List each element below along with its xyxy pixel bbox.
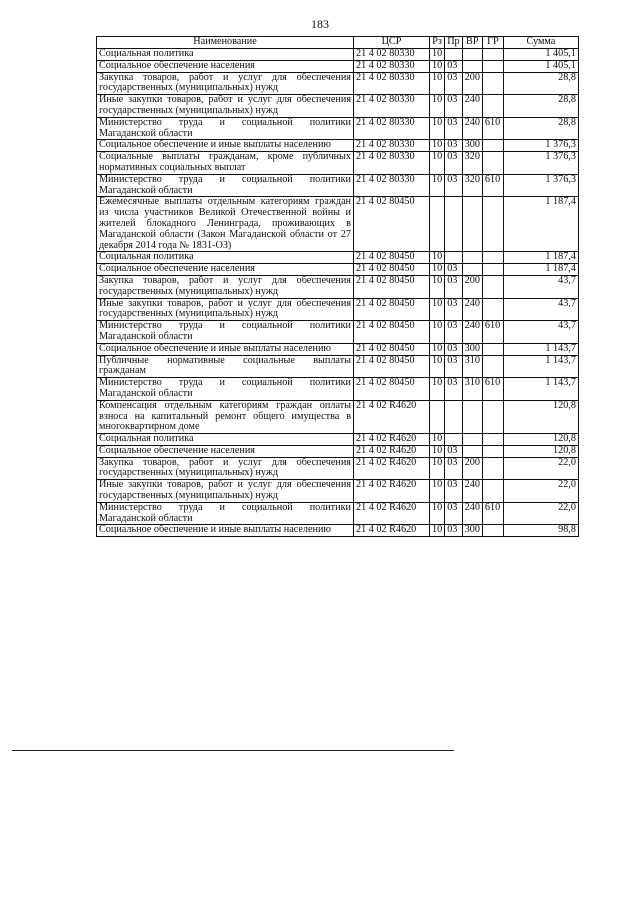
row-csr: 21 4 02 80450 [354, 355, 430, 378]
table-row [97, 60, 579, 72]
row-sum: 1 405,1 [503, 49, 578, 61]
row-gr [482, 49, 503, 61]
row-rz: 10 [430, 49, 445, 61]
row-pr: 03 [445, 457, 462, 480]
row-pr: 03 [445, 275, 462, 298]
row-vr [462, 264, 482, 276]
table-row [97, 72, 579, 95]
row-sum: 1 143,7 [503, 378, 578, 401]
footer-divider [12, 750, 454, 751]
table-row [97, 434, 579, 446]
table-row [97, 117, 579, 140]
row-csr: 21 4 02 R4620 [354, 480, 430, 503]
table-row [97, 457, 579, 480]
row-gr: 610 [482, 502, 503, 525]
row-vr: 200 [462, 275, 482, 298]
row-rz: 10 [430, 264, 445, 276]
row-rz: 10 [430, 502, 445, 525]
row-pr [445, 434, 462, 446]
row-sum: 1 376,3 [503, 174, 578, 197]
row-vr: 200 [462, 72, 482, 95]
header-vr: ВР [462, 37, 482, 49]
row-pr: 03 [445, 72, 462, 95]
table-row [97, 197, 579, 252]
row-rz: 10 [430, 152, 445, 175]
row-gr [482, 343, 503, 355]
row-rz [430, 400, 445, 433]
row-vr: 240 [462, 502, 482, 525]
row-rz: 10 [430, 252, 445, 264]
row-vr: 240 [462, 321, 482, 344]
table-row [97, 49, 579, 61]
row-name: Социальная политика [97, 252, 354, 264]
row-vr: 320 [462, 152, 482, 175]
row-pr: 03 [445, 60, 462, 72]
row-csr: 21 4 02 R4620 [354, 400, 430, 433]
table-row [97, 152, 579, 175]
row-gr [482, 445, 503, 457]
row-gr [482, 298, 503, 321]
row-sum: 43,7 [503, 275, 578, 298]
table-row [97, 321, 579, 344]
row-vr: 240 [462, 480, 482, 503]
row-sum: 98,8 [503, 525, 578, 537]
row-pr: 03 [445, 445, 462, 457]
row-rz: 10 [430, 321, 445, 344]
row-gr [482, 95, 503, 118]
row-sum: 1 187,4 [503, 197, 578, 252]
row-gr [482, 434, 503, 446]
row-name: Закупка товаров, работ и услуг для обеспечения государственных (муниципальных) нужд [97, 72, 354, 95]
row-pr: 03 [445, 95, 462, 118]
row-csr: 21 4 02 80450 [354, 252, 430, 264]
row-sum: 22,0 [503, 502, 578, 525]
row-pr [445, 400, 462, 433]
row-pr: 03 [445, 378, 462, 401]
row-csr: 21 4 02 80450 [354, 275, 430, 298]
row-rz: 10 [430, 457, 445, 480]
row-sum: 28,8 [503, 117, 578, 140]
row-csr: 21 4 02 80330 [354, 60, 430, 72]
row-rz: 10 [430, 434, 445, 446]
row-name: Публичные нормативные социальные выплаты гражданам [97, 355, 354, 378]
row-sum: 22,0 [503, 480, 578, 503]
row-gr [482, 355, 503, 378]
row-sum: 120,8 [503, 400, 578, 433]
row-pr: 03 [445, 152, 462, 175]
row-csr: 21 4 02 80330 [354, 95, 430, 118]
row-rz: 10 [430, 117, 445, 140]
row-csr: 21 4 02 80450 [354, 321, 430, 344]
table-body [97, 49, 579, 537]
row-sum: 1 143,7 [503, 343, 578, 355]
row-vr: 300 [462, 343, 482, 355]
row-name: Ежемесячные выплаты отдельным категориям граждан из числа участников Великой Отечественной войны и жителей блокадного Ленинграда, проживающих в Магаданской области (Закон Магаданской области от 27 декабря 2014 года № 1831-ОЗ) [97, 197, 354, 252]
row-name: Министерство труда и социальной политики Магаданской области [97, 378, 354, 401]
row-sum: 1 187,4 [503, 264, 578, 276]
table-row [97, 445, 579, 457]
row-pr: 03 [445, 343, 462, 355]
row-name: Социальная политика [97, 49, 354, 61]
table-row [97, 140, 579, 152]
row-vr [462, 252, 482, 264]
row-sum: 43,7 [503, 298, 578, 321]
header-gr: ГР [482, 37, 503, 49]
row-gr [482, 480, 503, 503]
row-name: Социальные выплаты гражданам, кроме публичных нормативных социальных выплат [97, 152, 354, 175]
row-vr: 320 [462, 174, 482, 197]
table-row [97, 298, 579, 321]
row-csr: 21 4 02 80450 [354, 197, 430, 252]
row-vr: 240 [462, 298, 482, 321]
row-vr [462, 400, 482, 433]
row-name: Закупка товаров, работ и услуг для обеспечения государственных (муниципальных) нужд [97, 275, 354, 298]
row-sum: 1 405,1 [503, 60, 578, 72]
row-vr [462, 434, 482, 446]
row-csr: 21 4 02 80330 [354, 72, 430, 95]
row-csr: 21 4 02 R4620 [354, 525, 430, 537]
header-pr: Пр [445, 37, 462, 49]
row-gr [482, 72, 503, 95]
row-name: Министерство труда и социальной политики Магаданской области [97, 117, 354, 140]
table-row [97, 264, 579, 276]
row-name: Социальная политика [97, 434, 354, 446]
row-vr: 310 [462, 378, 482, 401]
table-row [97, 525, 579, 537]
row-sum: 1 376,3 [503, 152, 578, 175]
row-csr: 21 4 02 R4620 [354, 434, 430, 446]
row-csr: 21 4 02 80450 [354, 298, 430, 321]
row-gr [482, 252, 503, 264]
row-name: Социальное обеспечение населения [97, 445, 354, 457]
row-pr: 03 [445, 264, 462, 276]
budget-table [96, 36, 579, 537]
row-csr: 21 4 02 80330 [354, 152, 430, 175]
header-name: Наименование [97, 37, 354, 49]
row-sum: 120,8 [503, 434, 578, 446]
row-name: Иные закупки товаров, работ и услуг для обеспечения государственных (муниципальных) нужд [97, 480, 354, 503]
row-gr [482, 275, 503, 298]
row-csr: 21 4 02 80450 [354, 378, 430, 401]
row-sum: 43,7 [503, 321, 578, 344]
page-number: 183 [311, 17, 329, 31]
row-rz: 10 [430, 343, 445, 355]
row-csr: 21 4 02 80330 [354, 174, 430, 197]
row-gr [482, 525, 503, 537]
table-row [97, 378, 579, 401]
row-sum: 1 143,7 [503, 355, 578, 378]
row-vr: 240 [462, 117, 482, 140]
row-gr [482, 60, 503, 72]
row-csr: 21 4 02 80330 [354, 49, 430, 61]
row-gr: 610 [482, 117, 503, 140]
row-pr: 03 [445, 321, 462, 344]
row-rz: 10 [430, 140, 445, 152]
row-rz: 10 [430, 60, 445, 72]
table-row [97, 174, 579, 197]
row-gr: 610 [482, 378, 503, 401]
table-row [97, 400, 579, 433]
row-vr: 310 [462, 355, 482, 378]
row-rz: 10 [430, 355, 445, 378]
row-rz: 10 [430, 174, 445, 197]
row-sum: 22,0 [503, 457, 578, 480]
row-csr: 21 4 02 80330 [354, 117, 430, 140]
row-rz: 10 [430, 525, 445, 537]
row-pr: 03 [445, 140, 462, 152]
row-sum: 28,8 [503, 72, 578, 95]
row-vr: 300 [462, 140, 482, 152]
row-pr [445, 197, 462, 252]
row-name: Социальное обеспечение населения [97, 264, 354, 276]
row-pr: 03 [445, 298, 462, 321]
header-csr: ЦСР [354, 37, 430, 49]
row-name: Министерство труда и социальной политики Магаданской области [97, 502, 354, 525]
row-pr: 03 [445, 174, 462, 197]
table-row [97, 95, 579, 118]
table-header-row [97, 37, 579, 49]
row-rz: 10 [430, 378, 445, 401]
table-row [97, 343, 579, 355]
table-row [97, 502, 579, 525]
row-name: Иные закупки товаров, работ и услуг для обеспечения государственных (муниципальных) нужд [97, 298, 354, 321]
row-vr: 240 [462, 95, 482, 118]
row-name: Социальное обеспечение и иные выплаты населению [97, 140, 354, 152]
row-name: Министерство труда и социальной политики Магаданской области [97, 174, 354, 197]
row-gr [482, 140, 503, 152]
row-vr: 200 [462, 457, 482, 480]
row-pr: 03 [445, 117, 462, 140]
row-rz: 10 [430, 72, 445, 95]
row-sum: 120,8 [503, 445, 578, 457]
row-name: Министерство труда и социальной политики Магаданской области [97, 321, 354, 344]
row-sum: 1 187,4 [503, 252, 578, 264]
row-gr [482, 457, 503, 480]
row-rz: 10 [430, 275, 445, 298]
row-gr [482, 264, 503, 276]
row-name: Закупка товаров, работ и услуг для обеспечения государственных (муниципальных) нужд [97, 457, 354, 480]
row-gr [482, 152, 503, 175]
row-vr [462, 197, 482, 252]
row-name: Социальное обеспечение и иные выплаты населению [97, 525, 354, 537]
row-vr [462, 60, 482, 72]
row-sum: 28,8 [503, 95, 578, 118]
row-pr: 03 [445, 480, 462, 503]
row-pr: 03 [445, 355, 462, 378]
header-sum: Сумма [503, 37, 578, 49]
header-rz: Рз [430, 37, 445, 49]
row-csr: 21 4 02 R4620 [354, 502, 430, 525]
row-name: Компенсация отдельным категориям граждан оплаты взноса на капитальный ремонт общего имущества в многоквартирном доме [97, 400, 354, 433]
row-vr [462, 49, 482, 61]
row-rz: 10 [430, 95, 445, 118]
row-csr: 21 4 02 80330 [354, 140, 430, 152]
table-row [97, 480, 579, 503]
row-vr [462, 445, 482, 457]
row-pr [445, 49, 462, 61]
table-row [97, 355, 579, 378]
row-gr: 610 [482, 321, 503, 344]
row-rz: 10 [430, 480, 445, 503]
row-pr [445, 252, 462, 264]
row-gr: 610 [482, 174, 503, 197]
row-gr [482, 400, 503, 433]
table-row [97, 252, 579, 264]
row-rz: 10 [430, 298, 445, 321]
table-row [97, 275, 579, 298]
row-sum: 1 376,3 [503, 140, 578, 152]
row-name: Социальное обеспечение населения [97, 60, 354, 72]
row-name: Иные закупки товаров, работ и услуг для обеспечения государственных (муниципальных) нужд [97, 95, 354, 118]
row-pr: 03 [445, 525, 462, 537]
row-rz [430, 197, 445, 252]
row-name: Социальное обеспечение и иные выплаты населению [97, 343, 354, 355]
row-csr: 21 4 02 80450 [354, 343, 430, 355]
row-gr [482, 197, 503, 252]
row-vr: 300 [462, 525, 482, 537]
row-csr: 21 4 02 R4620 [354, 445, 430, 457]
row-csr: 21 4 02 80450 [354, 264, 430, 276]
row-csr: 21 4 02 R4620 [354, 457, 430, 480]
row-rz: 10 [430, 445, 445, 457]
row-pr: 03 [445, 502, 462, 525]
